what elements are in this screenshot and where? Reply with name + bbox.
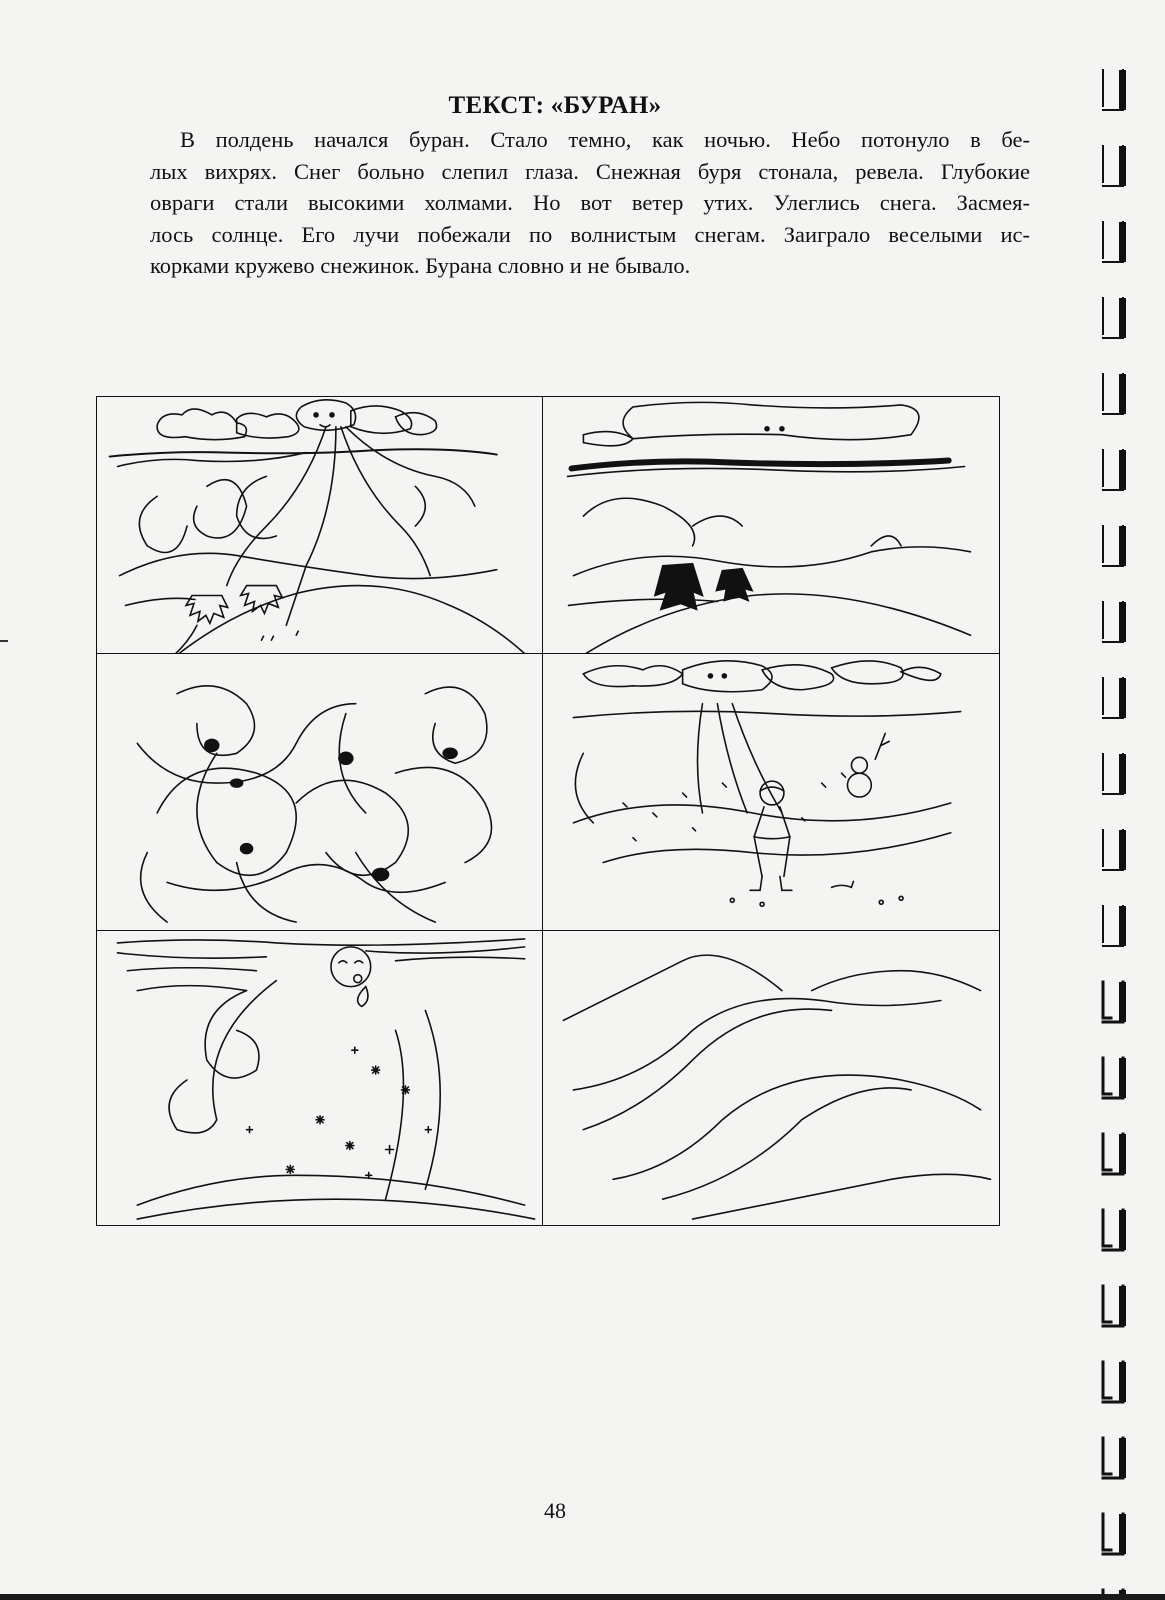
spiral-binding	[1089, 0, 1149, 1600]
page-bottom-edge	[0, 1594, 1165, 1600]
binding-ring-bar	[1119, 1438, 1126, 1478]
binding-ring-bar	[1119, 1058, 1126, 1098]
binding-ring-bar	[1119, 982, 1126, 1022]
edge-mark	[0, 640, 8, 642]
story-line: овраги стали высокими холмами. Но вот ветер утих. Улеглись снега. Засмея-	[150, 190, 1030, 215]
binding-ring-bar	[1119, 526, 1126, 566]
binding-ring-bar	[1119, 906, 1126, 946]
illustration-blizzard-swirls	[96, 653, 554, 942]
binding-ring-bar	[1119, 222, 1126, 262]
binding-ring-bar	[1119, 830, 1126, 870]
story-line: В полдень начался буран. Стало темно, как ночью. Небо потонуло в бе-	[180, 127, 1030, 152]
binding-ring-bar	[1119, 678, 1126, 718]
binding-ring-bar	[1119, 754, 1126, 794]
story-line: лось солнце. Его лучи побежали по волнистым снегам. Заиграло веселыми ис-	[150, 221, 1030, 247]
illustration-wind-falling-snow	[96, 930, 554, 1226]
binding-ring-bar	[1119, 450, 1126, 490]
binding-ring-bar	[1119, 1134, 1126, 1174]
binding-ring-bar	[1119, 1514, 1126, 1554]
binding-ring-bar	[1119, 602, 1126, 642]
story-text	[150, 124, 1030, 282]
illustration-child-in-snow	[542, 653, 1000, 942]
binding-ring-bar	[1119, 70, 1126, 110]
binding-ring-bar	[1119, 1286, 1126, 1326]
binding-ring-bar	[1119, 374, 1126, 414]
binding-ring-bar	[1119, 1362, 1126, 1402]
story-line: лых вихрях. Снег больно слепил глаза. Снежная буря стонала, ревела. Глубокие	[150, 158, 1030, 184]
page-title: ТЕКСТ: «БУРАН»	[448, 92, 662, 119]
binding-ring-bar	[1119, 298, 1126, 338]
page-number: 48	[544, 1498, 566, 1523]
illustration-storm-begins	[96, 396, 554, 665]
binding-ring-bar	[1119, 146, 1126, 186]
illustration-dark-sky	[542, 396, 1000, 665]
picture-grid	[96, 396, 1012, 1242]
binding-ring-bar	[1119, 1210, 1126, 1250]
story-line: корками кружево снежинок. Бурана словно и не бывало.	[150, 253, 691, 278]
illustration-calm-hills	[542, 930, 1000, 1226]
